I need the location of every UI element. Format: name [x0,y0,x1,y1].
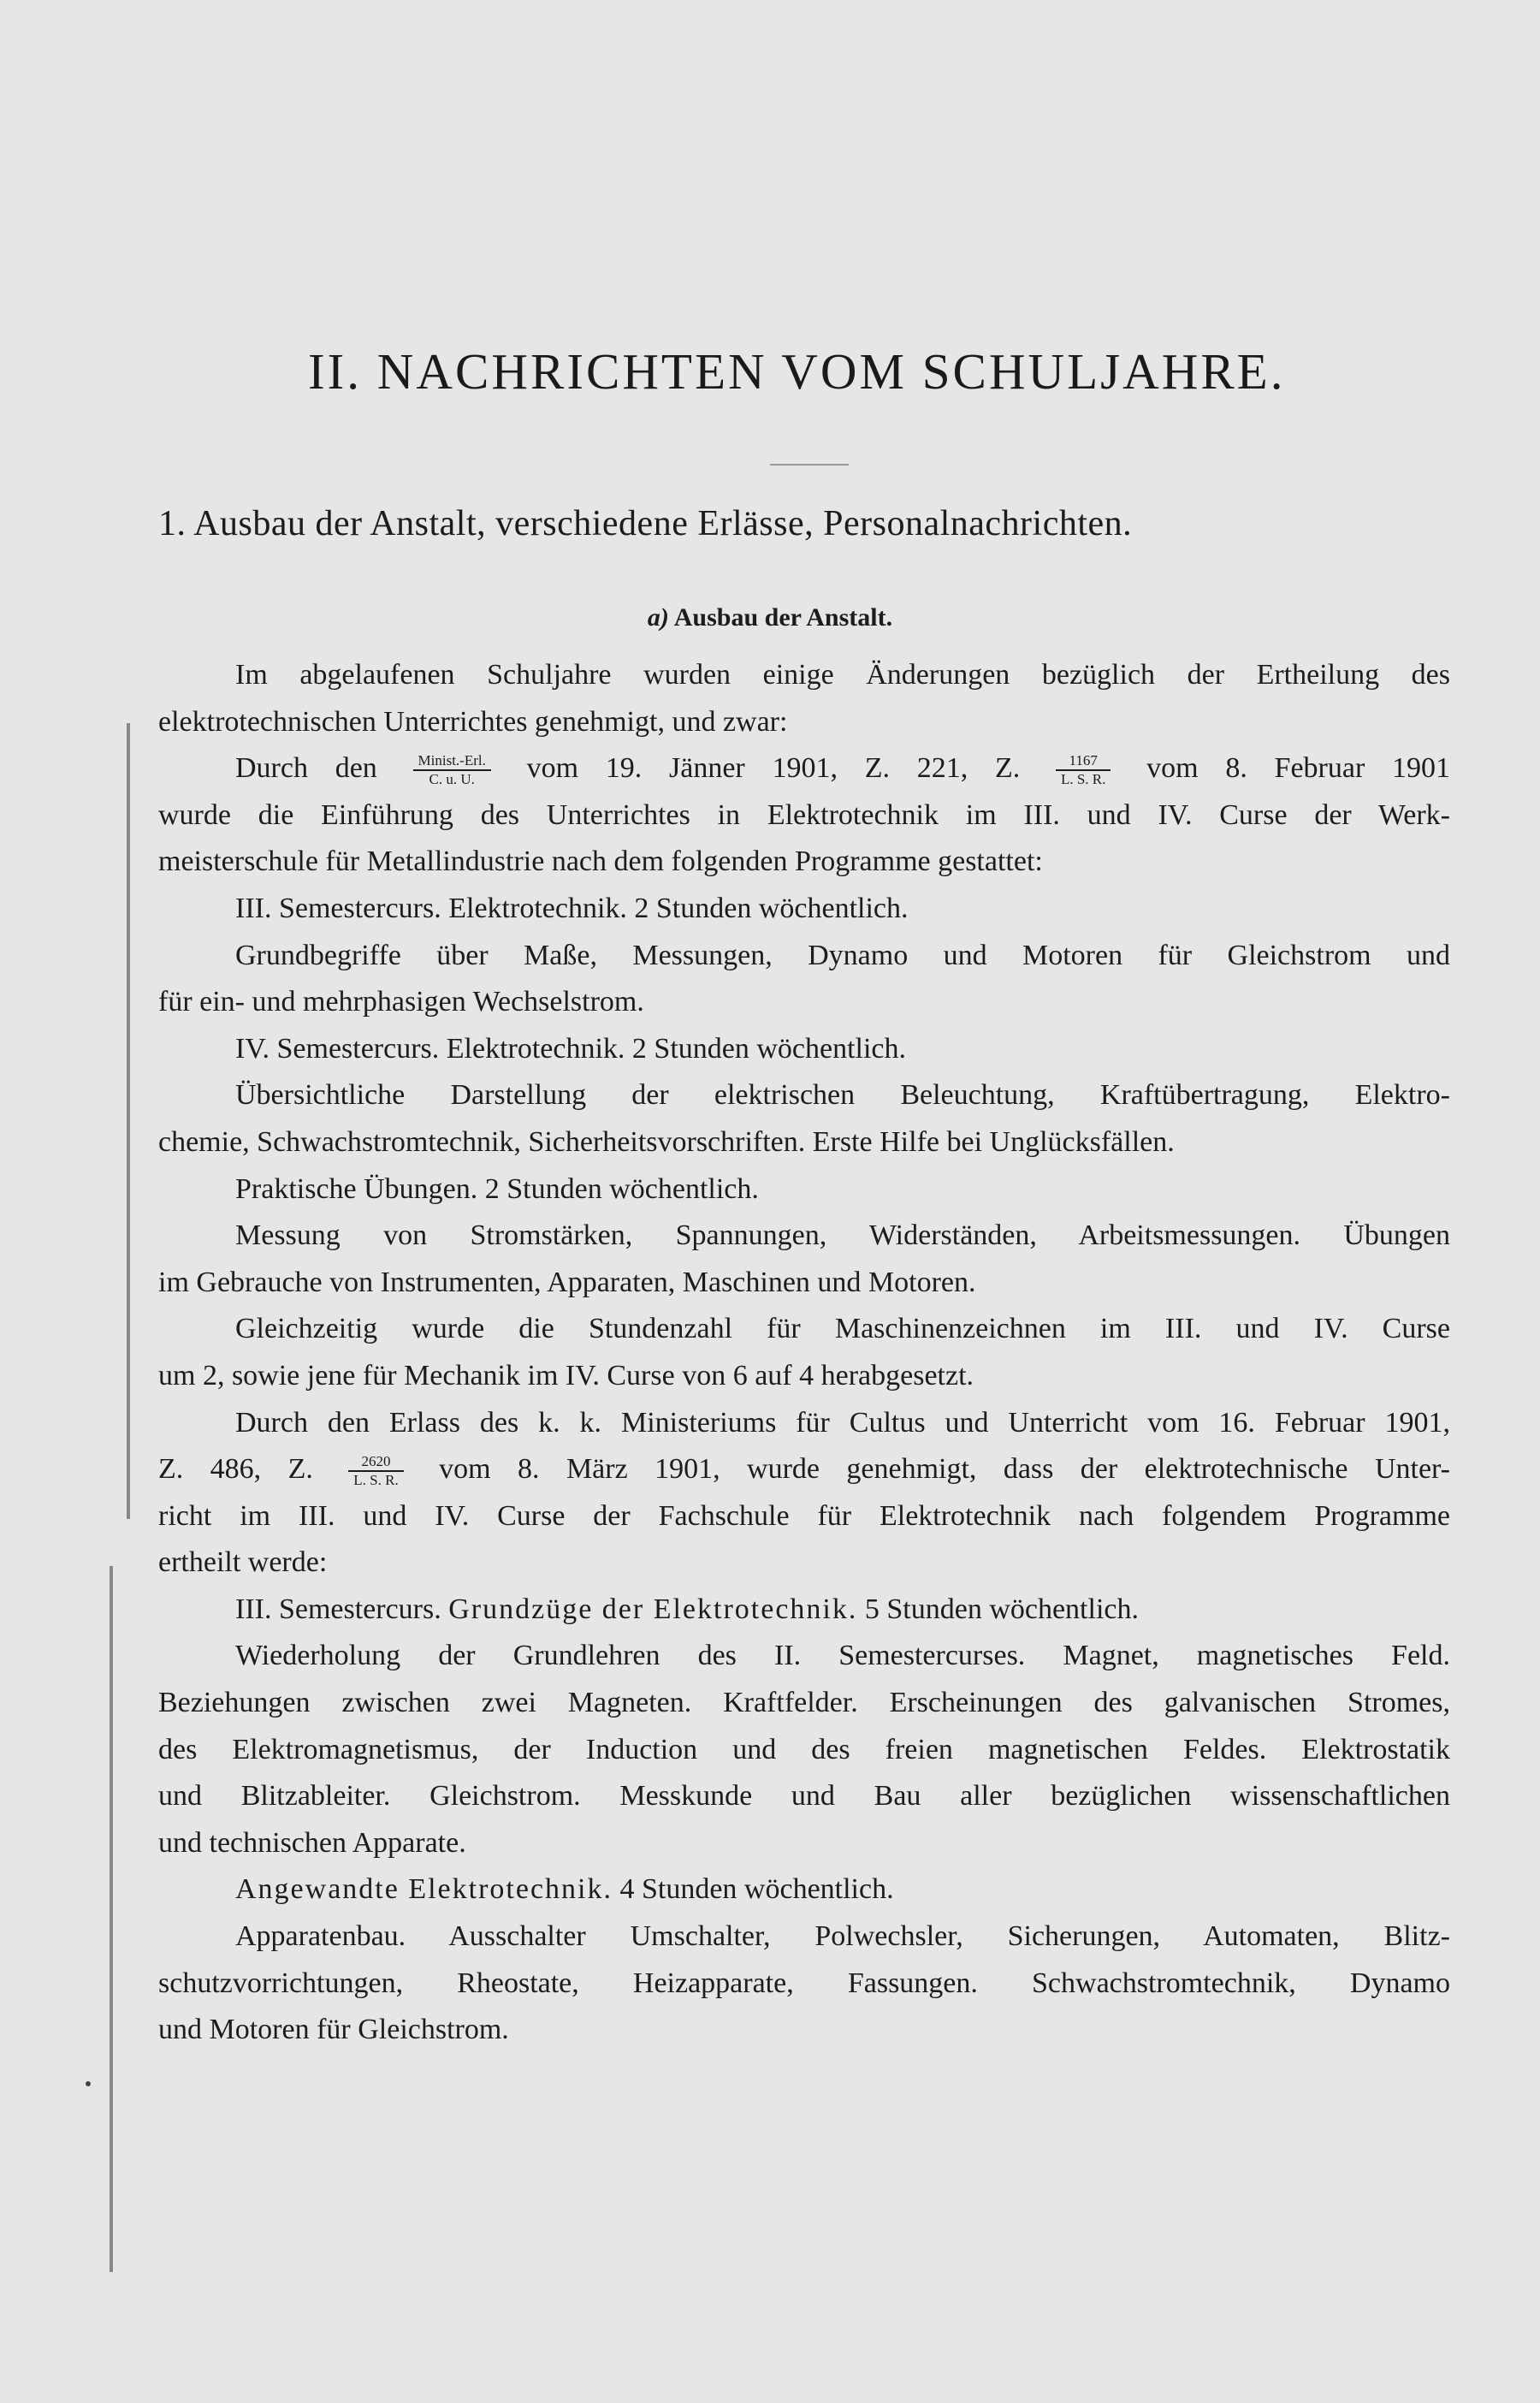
text-line: und Blitzableiter. Gleichstrom. Messkunde und Bau aller bezüglichen wissenschaftlichen [158,1780,1450,1813]
margin-dot [86,2081,91,2086]
fraction-denominator: L. S. R. [353,1472,399,1489]
text-line: elektrotechnischen Unterrichtes genehmigt, und zwar: [158,705,788,738]
text-line: Wiederholung der Grundlehren des II. Semestercurses. Magnet, magnetisches Feld. [235,1640,1450,1672]
text-line: meisterschule für Metallindustrie nach dem folgenden Programme gestattet: [158,846,1043,878]
text-line: Übersichtliche Darstellung der elektrischen Beleuchtung, Kraftübertragung, Elektro- [235,1079,1450,1112]
course-heading: Praktische Übungen. 2 Stunden wöchentlich. [235,1172,759,1205]
fraction [413,752,491,788]
margin-rule [127,723,130,1519]
text-line [158,1446,1450,1493]
text-line: und technischen Apparate. [158,1826,466,1859]
text-segment: vom 8. März 1901, wurde genehmigt, dass der elektrotechnische Unter- [439,1453,1450,1486]
text-segment: 4 Stunden wöchentlich. [619,1873,894,1906]
text-line: ertheilt werde: [158,1546,328,1579]
text-segment: III. Semestercurs. [235,1593,441,1625]
fraction [348,1453,403,1489]
subsection-text: Ausbau der Anstalt. [673,603,893,632]
title-divider [770,464,849,466]
margin-rule [110,1566,113,2272]
course-heading: IV. Semestercurs. Elektrotechnik. 2 Stunden wöchentlich. [235,1032,907,1065]
body-text [158,652,1450,2054]
course-heading [158,1587,1450,1634]
fraction-numerator: Minist.-Erl. [413,752,491,771]
subsection-letter: a) [647,603,669,632]
text-line [158,745,1450,792]
text-line: Messung von Stromstärken, Spannungen, Widerständen, Arbeitsmessungen. Übungen [235,1219,1450,1252]
subsection-heading [0,603,1540,632]
fraction-denominator: L. S. R. [1060,771,1106,788]
text-segment: vom 19. Jänner 1901, Z. 221, Z. [526,752,1021,785]
fraction-denominator: C. u. U. [429,771,475,788]
spaced-emphasis: Angewandte Elektrotechnik. [235,1873,613,1906]
fraction [1056,752,1111,788]
text-line: Gleichzeitig wurde die Stundenzahl für Maschinenzeichnen im III. und IV. Curse [235,1313,1450,1345]
text-line: im Gebrauche von Instrumenten, Apparaten, Maschinen und Motoren. [158,1266,976,1298]
page-title: II. NACHRICHTEN VOM SCHULJAHRE. [308,343,1286,400]
text-segment: Durch den [235,752,377,785]
text-line: um 2, sowie jene für Mechanik im IV. Curse von 6 auf 4 herabgesetzt. [158,1359,974,1391]
text-line: und Motoren für Gleichstrom. [158,2014,509,2046]
course-heading: III. Semestercurs. Elektrotechnik. 2 Stunden wöchentlich. [235,892,909,924]
text-line: schutzvorrichtungen, Rheostate, Heizapparate, Fassungen. Schwachstromtechnik, Dynamo [158,1967,1450,1999]
spaced-emphasis: Grundzüge der Elektrotechnik. [448,1593,858,1625]
fraction-numerator: 1167 [1056,752,1111,771]
course-heading [158,1866,1450,1914]
fraction-numerator: 2620 [348,1453,403,1472]
text-segment: 5 Stunden wöchentlich. [864,1593,1139,1625]
text-line: richt im III. und IV. Curse der Fachschule für Elektrotechnik nach folgendem Programme [158,1499,1450,1532]
text-line: des Elektromagnetismus, der Induction und des freien magnetischen Feldes. Elektrostatik [158,1733,1450,1765]
text-line: Durch den Erlass des k. k. Ministeriums für Cultus und Unterricht vom 16. Februar 1901, [235,1406,1450,1439]
text-line: Im abgelaufenen Schuljahre wurden einige Änderungen bezüglich der Ertheilung des [235,659,1450,691]
text-line: Grundbegriffe über Maße, Messungen, Dynamo und Motoren für Gleichstrom und [235,939,1450,971]
text-line: für ein- und mehrphasigen Wechselstrom. [158,986,644,1018]
text-segment: vom 8. Februar 1901 [1146,752,1451,785]
text-line: wurde die Einführung des Unterrichtes in Elektrotechnik im III. und IV. Curse der Werk- [158,798,1450,831]
text-line: Apparatenbau. Ausschalter Umschalter, Polwechsler, Sicherungen, Automaten, Blitz- [235,1920,1450,1953]
text-line: Beziehungen zwischen zwei Magneten. Kraftfelder. Erscheinungen des galvanischen Stromes, [158,1687,1450,1719]
text-line: chemie, Schwachstromtechnik, Sicherheitsvorschriften. Erste Hilfe bei Unglücksfällen. [158,1125,1175,1158]
text-segment: Z. 486, Z. [158,1453,313,1486]
section-heading: 1. Ausbau der Anstalt, verschiedene Erlässe, Personalnachrichten. [158,504,1133,543]
